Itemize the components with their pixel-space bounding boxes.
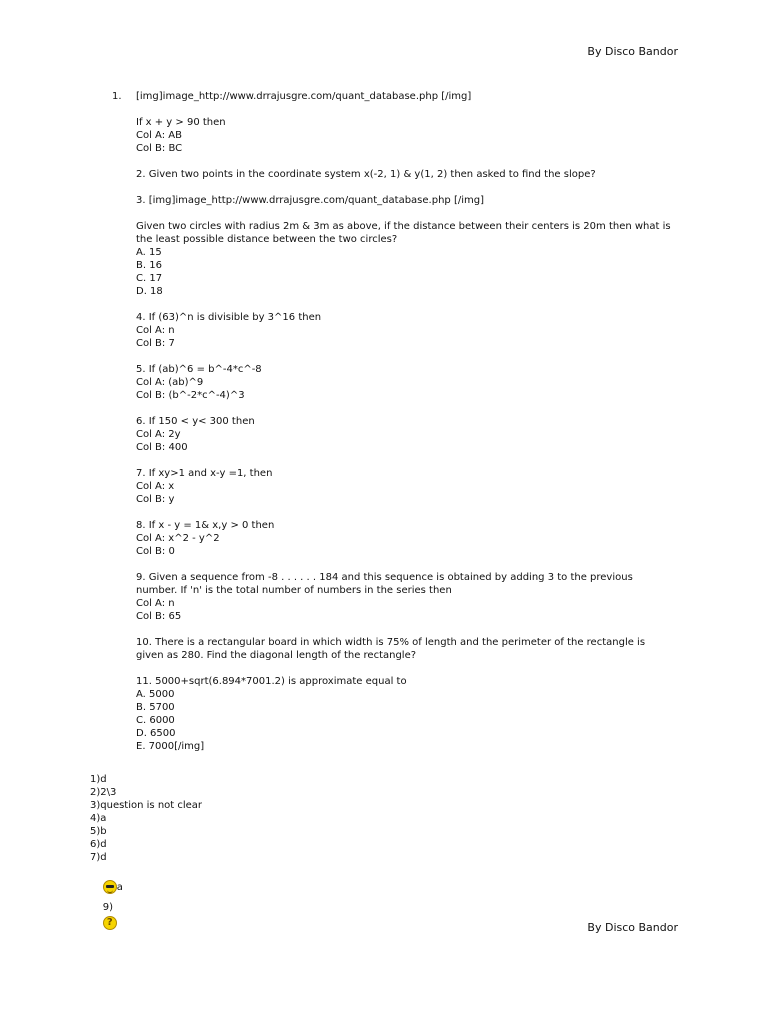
answer-row-9-label: 9): [102, 902, 113, 913]
question-11-option: D. 6500: [136, 728, 176, 739]
question-3-option: C. 17: [136, 273, 163, 284]
answer-row-8-text: a: [116, 882, 123, 893]
question-1-number: 1.: [112, 91, 122, 102]
question-11-stem: 11. 5000+sqrt(6.894*7001.2) is approximate equal to: [136, 676, 407, 687]
question-10-text: 10. There is a rectangular board in which width is 75% of length and the perimeter of the rectangle is given as 280. Find the diagonal length of the rectangle?: [136, 637, 646, 661]
footer-author: By Disco Bandor: [587, 921, 678, 934]
question-1: [112, 90, 672, 753]
answer-row-8: [90, 864, 202, 893]
question-3-option: A. 15: [136, 247, 162, 258]
question-11-option: E. 7000[/img]: [136, 741, 205, 752]
question-4-col-a: Col A: n: [136, 325, 175, 336]
question-1-img-tag: [img]image_http://www.drrajusgre.com/quant_database.php [/img]: [136, 91, 472, 102]
question-6-col-b: Col B: 400: [136, 442, 188, 453]
answer-row: 2)2\3: [90, 787, 117, 798]
question-3-option: D. 18: [136, 286, 163, 297]
cool-smiley-icon: [103, 880, 117, 894]
question-list: [112, 90, 672, 766]
answer-row: 4)a: [90, 813, 107, 824]
question-11-option: B. 5700: [136, 702, 175, 713]
question-3-stem: Given two circles with radius 2m & 3m as above, if the distance between their centers is 20m then what is the least possible distance between the two circles?: [136, 221, 671, 245]
question-9-col-b: Col B: 65: [136, 611, 182, 622]
question-11-option: C. 6000: [136, 715, 175, 726]
question-1-col-b: Col B: BC: [136, 143, 183, 154]
question-2-text: 2. Given two points in the coordinate system x(-2, 1) & y(1, 2) then asked to find the slope?: [136, 169, 596, 180]
question-4-col-b: Col B: 7: [136, 338, 175, 349]
question-11-option: A. 5000: [136, 689, 175, 700]
question-4-stem: 4. If (63)^n is divisible by 3^16 then: [136, 312, 322, 323]
question-5-stem: 5. If (ab)^6 = b^-4*c^-8: [136, 364, 262, 375]
question-3-img-tag: 3. [img]image_http://www.drrajusgre.com/quant_database.php [/img]: [136, 195, 484, 206]
answer-row: 7)d: [90, 852, 107, 863]
question-1-col-a: Col A: AB: [136, 130, 182, 141]
question-9-col-a: Col A: n: [136, 598, 175, 609]
answer-row: 5)b: [90, 826, 107, 837]
question-smiley-icon: ?: [103, 916, 117, 930]
answer-list: [90, 773, 203, 928]
answer-row: 6)d: [90, 839, 107, 850]
question-5-col-b: Col B: (b^-2*c^-4)^3: [136, 390, 245, 401]
question-7-stem: 7. If xy>1 and x-y =1, then: [136, 468, 273, 479]
question-9-stem: 9. Given a sequence from -8 . . . . . . 184 and this sequence is obtained by adding 3 to the previous number. If 'n' is the total number of numbers in the series then: [136, 572, 633, 596]
question-8-col-b: Col B: 0: [136, 546, 175, 557]
question-7-col-b: Col B: y: [136, 494, 175, 505]
answer-row: 1)d: [90, 774, 107, 785]
question-1-stem: If x + y > 90 then: [136, 117, 226, 128]
question-5-col-a: Col A: (ab)^9: [136, 377, 204, 388]
question-8-col-a: Col A: x^2 - y^2: [136, 533, 220, 544]
question-7-col-a: Col A: x: [136, 481, 175, 492]
question-8-stem: 8. If x - y = 1& x,y > 0 then: [136, 520, 275, 531]
question-6-stem: 6. If 150 < y< 300 then: [136, 416, 255, 427]
question-3-option: B. 16: [136, 260, 162, 271]
header-author: By Disco Bandor: [587, 45, 678, 58]
answer-row: 3)question is not clear: [90, 800, 203, 811]
question-6-col-a: Col A: 2y: [136, 429, 181, 440]
